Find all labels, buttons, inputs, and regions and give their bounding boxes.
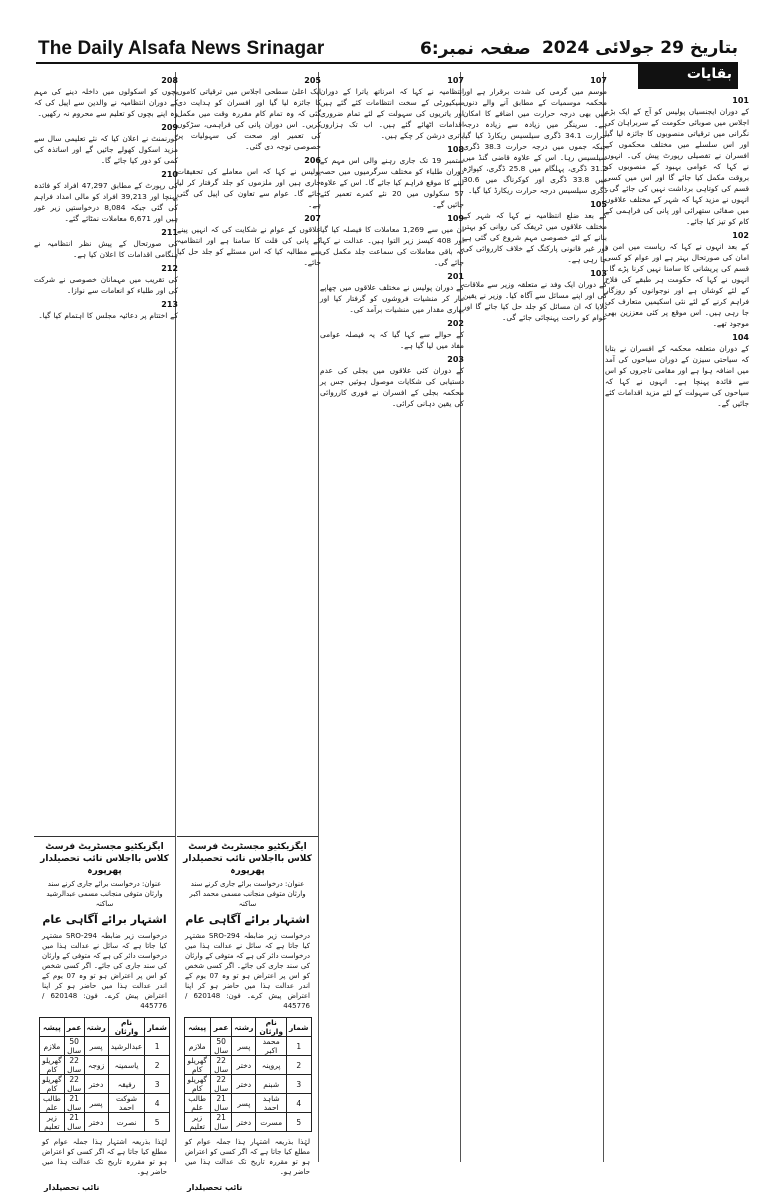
table-row [184,1056,311,1075]
table-cell: 4 [145,1094,170,1113]
notice-signature: نائب تحصیلدار [187,1183,243,1192]
table-cell: 50 سال [64,1037,84,1056]
paragraph-text: ان میں سے 1,269 معاملات کا فیصلہ کیا گیا اور 408 کیسز زیر التوا ہیں۔ عدالت نے کہا کہ باقی معاملات کی سماعت جلد مکمل کی جائے گی۔ [320,225,464,267]
table-header: پیشہ [184,1018,210,1037]
paragraph-text: کی صورتحال کے پیش نظر انتظامیہ نے ہنگامی اقدامات کا اعلان کیا ہے۔ [34,239,178,259]
table-cell: گھریلو کام [40,1075,65,1094]
page-number: صفحہ نمبر:6 [420,39,531,59]
notice-footer: لہٰذا بذریعہ اشتہار ہذا جملہ عوام کو مطلع کیا جاتا ہے کہ اگر کسی کو اعتراض ہو تو مقررہ تاریخ تک عدالت ہذا میں حاضر ہو۔ [42,1138,167,1176]
column-text [177,75,321,268]
paragraph-number: 212 [161,264,178,273]
table-header: نام وارثان [256,1018,287,1037]
paragraph-text: کے بعد ضلع انتظامیہ نے کہا کہ شہر کے مختلف علاقوں میں ٹریفک کی روانی کو بہتر بنانے کے لئے خصوصی مہم شروع کی گئی ہے اور غیر قانونی پارکنگ کے خلاف کارروائی کی جا رہی ہے۔ [463,211,607,264]
table-header: رشتہ [84,1018,108,1037]
table-cell: رفیقہ [108,1075,145,1094]
table-row [184,1037,311,1056]
paragraph-number: 213 [161,300,178,309]
paragraph-number: 205 [304,76,321,85]
table-cell: دختر [232,1056,256,1075]
paragraph-number: 104 [732,333,749,342]
paragraph-text: کے بعد انہوں نے کہا کہ ریاست میں امن و امان کی صورتحال بہتر ہے اور عوام کو کسی قسم کی پریشانی کا سامنا نہیں کرنا پڑے گا۔ انہوں نے کہا کہ حکومت ہر طبقے کی فلاح کے لئے کوشاں ہے اور نوجوانوں کو روزگار فراہم کرنے کے لئے نئی اسکیمیں متعارف کی جا رہی ہیں۔ اس موقع پر کئی معززین بھی موجود تھے۔ [605,242,749,328]
paragraph-number: 208 [161,76,178,85]
paragraph-number: 210 [161,170,178,179]
paragraph-number: 103 [590,269,607,278]
notice-heading: ایگزیکٹیو مجسٹریٹ فرسٹ کلاس بااجلاس نائب تحصیلدار پھرپورہ [183,842,312,876]
table-cell: 21 سال [210,1094,231,1113]
table-cell: 4 [286,1094,311,1113]
table-cell: 22 سال [64,1056,84,1075]
table-cell: محمد اکبر [256,1037,287,1056]
column-text [320,75,464,409]
heirs-table [184,1017,312,1132]
table-cell: نصرت [108,1113,145,1132]
paragraph-number: 207 [304,214,321,223]
notice-heading: ایگزیکٹیو مجسٹریٹ فرسٹ کلاس بااجلاس نائب تحصیلدار پھرپورہ [40,842,169,876]
table-cell: دختر [84,1075,108,1094]
table-header: شمار [145,1018,170,1037]
paragraph-number: 102 [732,231,749,240]
table-row [184,1113,311,1132]
table-cell: پروینہ [256,1056,287,1075]
notice-body: درخواست زیر ضابطہ SRO-294 مشتہر کیا جاتا ہے کہ سائل نے عدالت ہذا میں درخواست دائر کی ہے کہ متوفی کے وارثان کی سند جاری کی جائے۔ اگر کسی شخص کو اس پر اعتراض ہو تو وہ 07 یوم کے اندر عدالت ہذا میں حاضر ہو کر اپنا اعتراض پیش کرے۔ فون: 620148 / 445776 [185,932,310,1010]
table-cell: یاسمینہ [108,1056,145,1075]
table-cell: مسرت [256,1113,287,1132]
table-cell: 21 سال [64,1113,84,1132]
paragraph-number: 101 [732,96,749,105]
paragraph-number: 201 [447,272,464,281]
table-cell: 22 سال [210,1075,231,1094]
table-row [40,1094,170,1113]
paragraph-text: کے دوران کئی علاقوں میں بجلی کی عدم دستیابی کی شکایات موصول ہوئیں جس پر محکمہ بجلی کے افسران نے فوری کارروائی کی یقین دہانی کرائی۔ [320,366,464,408]
paragraph-number: 202 [447,319,464,328]
table-cell: پسر [84,1094,108,1113]
table-cell: 50 سال [210,1037,231,1056]
table-cell: پسر [232,1094,256,1113]
table-cell: شوکت احمد [108,1094,145,1113]
paragraph-text: علاقوں کے عوام نے شکایت کی کہ انہیں پینے کے پانی کی قلت کا سامنا ہے اور انتظامیہ سے مطالبہ کیا کہ اس مسئلے کو جلد حل کیا جائے۔ [177,225,321,267]
table-row [184,1094,311,1113]
paragraph-text: گورنمنٹ نے اعلان کیا کہ نئے تعلیمی سال سے مزید اسکول کھولے جائیں گے اور اساتذہ کی کمی کو دور کیا جائے گا۔ [34,134,178,165]
table-cell: پسر [232,1037,256,1056]
table-cell: طالب علم [40,1094,65,1113]
table-cell: 3 [286,1075,311,1094]
table-row [184,1075,311,1094]
notice-footer: لہٰذا بذریعہ اشتہار ہذا جملہ عوام کو مطلع کیا جاتا ہے کہ اگر کسی کو اعتراض ہو تو مقررہ تاریخ تک عدالت ہذا میں حاضر ہو۔ [185,1138,310,1176]
issue-date: بتاریخ 29 جولائی 2024 [541,38,738,58]
table-cell: ملازم [184,1037,210,1056]
table-cell: 22 سال [64,1075,84,1094]
table-cell: زیر تعلیم [40,1113,65,1132]
paragraph-number: 107 [447,76,464,85]
table-row [40,1113,170,1132]
table-cell: 5 [286,1113,311,1132]
paragraph-text: پولیس نے کہا کہ اس معاملے کی تحقیقات جاری ہیں اور ملزموں کو جلد گرفتار کر لیا جائے گا۔ عوام سے تعاون کی اپیل کی گئی ہے۔ [177,167,321,209]
article-column-4 [177,72,321,832]
paragraph-text: کے دوران ایک وفد نے متعلقہ وزیر سے ملاقات کی اور اپنے مسائل سے آگاہ کیا۔ وزیر نے یقین دلایا کہ ان مسائل کو جلد حل کیا جائے گا اور عوام کو راحت پہنچائی جائے گی۔ [463,280,607,322]
table-row [40,1037,170,1056]
paragraph-text: کے اختتام پر دعائیہ مجلس کا اہتمام کیا گیا۔ [38,311,178,320]
paragraph-text: ایک اعلیٰ سطحی اجلاس میں ترقیاتی کاموں کا جائزہ لیا گیا اور افسران کو ہدایت دی گئی کہ وہ تمام کام مقررہ وقت میں مکمل کریں۔ اس دوران پانی کی فراہمی، سڑکوں کی تعمیر اور صحت کی سہولیات پر خصوصی توجہ دی گئی۔ [177,87,321,151]
column-text [605,95,749,409]
table-header: رشتہ [232,1018,256,1037]
heirs-table [39,1017,170,1132]
paragraph-number: 105 [590,200,607,209]
paragraph-text: انتظامیہ نے کہا کہ امرناتھ یاترا کے دوران سیکیورٹی کے سخت انتظامات کئے گئے ہیں اور یاتریوں کی سہولت کے لئے تمام ضروری اقدامات اٹھائے گئے ہیں۔ اب تک ہزاروں یاتری درشن کر چکے ہیں۔ [320,87,464,140]
column-text [463,75,607,323]
table-cell: 3 [145,1075,170,1094]
legal-notice-right [177,836,318,1192]
table-cell: دختر [232,1075,256,1094]
table-cell: عبدالرشید [108,1037,145,1056]
paragraph-number: 107 [590,76,607,85]
section-banner [638,63,738,89]
notice-subheading: عنوان: درخواست برائے جاری کرنے سند وارثان متوفی منجانب مسمی عبدالرشید ساکنہ [46,880,163,908]
table-header: عمر [64,1018,84,1037]
table-cell: دختر [84,1113,108,1132]
article-column-1 [605,92,749,1180]
table-row [40,1056,170,1075]
table-header: پیشہ [40,1018,65,1037]
table-cell: زوجہ [84,1056,108,1075]
table-cell: زیر تعلیم [184,1113,210,1132]
paragraph-text: ستمبر 19 تک جاری رہنے والی اس مہم کے دوران طلباء کو مختلف سرگرمیوں میں حصہ لینے کا موقع فراہم کیا جائے گا۔ اس کے علاوہ 57 سکولوں میں 20 نئے کمرے تعمیر کئے جائیں گے۔ [320,156,465,209]
table-cell: 1 [286,1037,311,1056]
masthead-rule [36,62,738,64]
notice-title: اشتہار برائے آگاہی عام [185,913,310,926]
paragraph-number: 109 [447,214,464,223]
table-cell: شاہد احمد [256,1094,287,1113]
notice-subheading: عنوان: درخواست برائے جاری کرنے سند وارثان متوفی منجانب مسمی محمد اکبر ساکنہ [189,880,306,908]
table-cell: شبنم [256,1075,287,1094]
paragraph-text: کے دوران ایجنسیاں پولیس کو آج کے ایک بڑے اجلاس میں صوبائی حکومت کے سربراہان کی نگرانی میں ترقیاتی منصوبوں کا جائزہ لیا گیا اور اس سلسلے میں مختلف محکموں کے افسران نے تفصیلی رپورٹ پیش کی۔ انہوں نے کہا کہ عوامی بہبود کے منصوبوں کو بروقت مکمل کیا جائے گا اور اس میں کسی قسم کی کوتاہی برداشت نہیں کی جائے گی۔ انہوں نے مزید کہا کہ شہر کے مختلف علاقوں میں صفائی ستھرائی اور پانی کی فراہمی کے کام کو تیز کیا جائے۔ [605,107,749,226]
table-cell: دختر [232,1113,256,1132]
masthead [36,34,738,64]
table-cell: 5 [145,1113,170,1132]
table-cell: گھریلو کام [184,1075,210,1094]
paragraph-text: کے دوران متعلقہ محکمہ کے افسران نے بتایا کہ سیاحتی سیزن کے دوران سیاحوں کی آمد میں اضافہ ہوا ہے اور مقامی تاجروں کو اس سے فائدہ پہنچا ہے۔ انہوں نے کہا کہ سیاحوں کی سہولت کے لئے مزید اقدامات کئے جائیں گے۔ [605,344,749,408]
table-cell: 21 سال [64,1094,84,1113]
paragraph-text: بچوں کو اسکولوں میں داخلہ دینے کی مہم کے دوران انتظامیہ نے والدین سے اپیل کی کہ وہ اپنے بچوں کو تعلیم سے محروم نہ رکھیں۔ [34,87,178,118]
table-header: عمر [210,1018,231,1037]
paragraph-text: کے حوالے سے کہا گیا کہ یہ فیصلہ عوامی مفاد میں لیا گیا ہے۔ [320,330,464,350]
newspaper-title: The Daily Alsafa News Srinagar [38,38,325,59]
paragraph-number: 206 [304,156,321,165]
paragraph-number: 203 [447,355,464,364]
paragraph-number: 209 [161,123,178,132]
table-cell: گھریلو کام [184,1056,210,1075]
paragraph-text: کے دوران پولیس نے مختلف علاقوں میں چھاپے مار کر منشیات فروشوں کو گرفتار کیا اور بھاری مقدار میں منشیات برآمد کی۔ [320,283,464,314]
notice-body: درخواست زیر ضابطہ SRO-294 مشتہر کیا جاتا ہے کہ سائل نے عدالت ہذا میں درخواست دائر کی ہے کہ متوفی کے وارثان کی سند جاری کی جائے۔ اگر کسی شخص کو اس پر اعتراض ہو تو وہ 07 یوم کے اندر عدالت ہذا میں حاضر ہو کر اپنا اعتراض پیش کرے۔ فون: 620148 / 445776 [42,932,167,1010]
notice-title: اشتہار برائے آگاہی عام [42,913,167,926]
legal-notice-left [34,836,175,1192]
paragraph-text: کی رپورٹ کے مطابق 47,297 افراد کو فائدہ پہنچا اور 39,213 افراد کو مالی امداد فراہم کی گئی جبکہ 8,084 درخواستیں زیر غور ہیں اور 6,671 معاملات نمٹائے گئے۔ [34,181,179,223]
paragraph-number: 211 [161,228,178,237]
table-cell: ملازم [40,1037,65,1056]
table-cell: طالب علم [184,1094,210,1113]
table-header: نام وارثان [108,1018,145,1037]
article-column-5 [34,72,178,832]
table-cell: 22 سال [210,1056,231,1075]
table-cell: 1 [145,1037,170,1056]
article-column-2 [463,72,607,1160]
article-column-3 [320,72,464,1160]
table-cell: پسر [84,1037,108,1056]
notice-signature: نائب تحصیلدار [44,1183,100,1192]
paragraph-text: کی تقریب میں مہمانان خصوصی نے شرکت کی اور طلباء کو انعامات سے نوازا۔ [34,275,178,295]
paragraph-text: موسم میں گرمی کی شدت برقرار ہے اور محکمہ موسمیات کے مطابق آنے والے دنوں میں بھی درجہ حرارت میں اضافے کا امکان ہے۔ سرینگر میں زیادہ سے زیادہ درجہ حرارت 34.1 ڈگری سیلسیس ریکارڈ کیا گیا جبکہ جموں میں درجہ حرارت 38.3 ڈگری سیلسیس رہا۔ اس کے علاوہ قاضی گنڈ میں 31.2 ڈگری، پہلگام میں 25.8 ڈگری، کپواڑہ میں 33.8 ڈگری اور کوکرناگ میں 30.6 ڈگری سیلسیس درجہ حرارت ریکارڈ کیا گیا۔ [463,87,608,195]
paragraph-number: 108 [447,145,464,154]
table-cell: 21 سال [210,1113,231,1132]
table-cell: 2 [286,1056,311,1075]
column-text [34,75,178,321]
section-banner-label: بقایات [686,66,732,82]
table-row [40,1075,170,1094]
table-cell: 2 [145,1056,170,1075]
table-header: شمار [286,1018,311,1037]
table-cell: گھریلو کام [40,1056,65,1075]
